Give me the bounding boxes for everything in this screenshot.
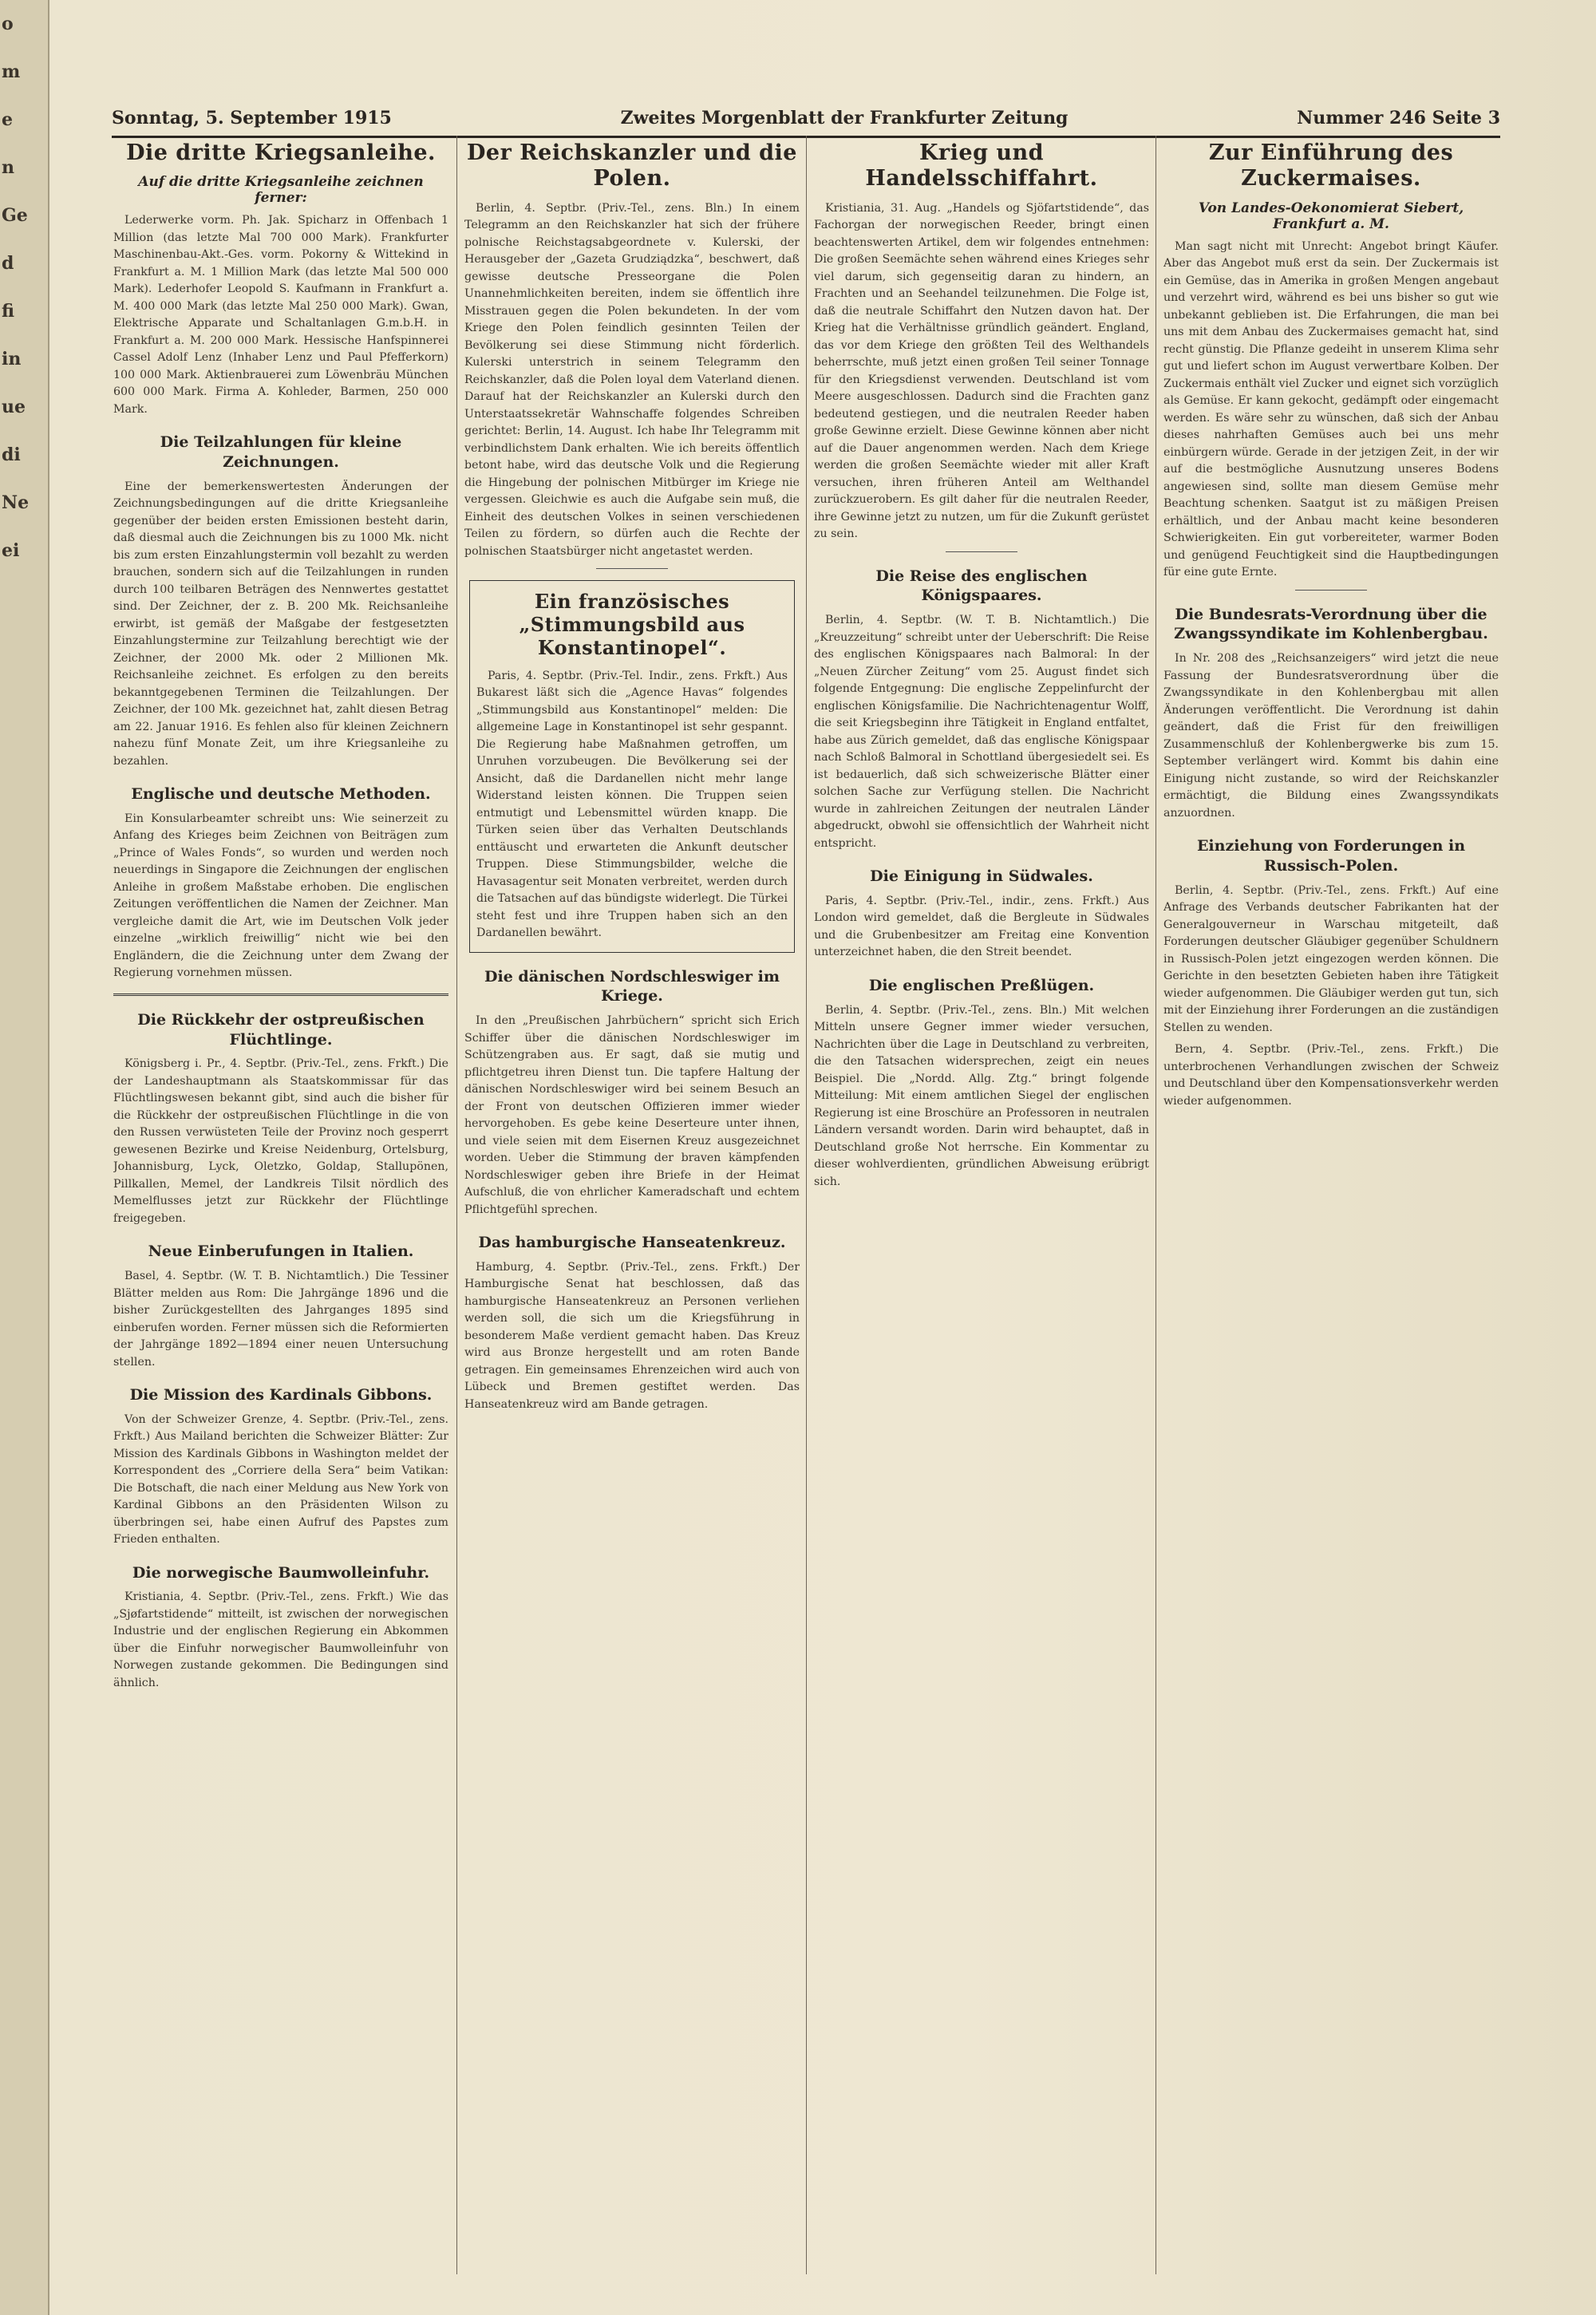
article-byline: Von Landes-Oekonomierat Siebert, Frankfurt a. M. xyxy=(1198,200,1464,232)
article-text: Eine der bemerkenswertesten Änderungen der Zeichnungsbedingungen auf die dritte Kriegsanleihe gegenüber der beiden ersten Emissionen besteht darin, daß diesmal auch die Zeichnungen bis zu 1000 Mk. nicht bis zum ersten Einzahlungstermin voll bezahlt zu werden brauchen, sondern sich auf die Teilzahlungen in runden durch 100 teilbaren Beträgen des Nennwertes gestattet sind. Der Zeichner, der z. B. 200 Mk. Reichsanleihe erwirbt, ist gemäß der Maßgabe der festgesetzten Einzahlungstermine zur Teilzahlung berechtigt wie der Zeichner, der 2000 Mk. oder 2 Millionen Mk. Reichsanleihe zeichnet. Es erfolgen zu den bereits bekanntgegebenen Terminen die Teilzahlungen. Der Zeichner, der 100 Mk. gezeichnet hat, zahlt diesen Betrag am 22. Januar 1916. Es fehlen also für kleinen Zeichnern nahezu fünf Monate Zeit, um ihre Kriegsanleihe zu bezahlen. xyxy=(113,480,448,768)
section-heading: Die dänischen Nordschleswiger im Kriege. xyxy=(484,967,780,1005)
section-heading: Das hamburgische Hanseatenkreuz. xyxy=(478,1234,786,1252)
divider xyxy=(1295,590,1367,591)
gutter-fragment: in xyxy=(2,349,22,369)
masthead xyxy=(112,102,1500,134)
section-heading: Die englischen Preßlügen. xyxy=(868,976,1095,994)
article-text: Man sagt nicht mit Unrecht: Angebot bringt Käufer. Aber das Angebot muß erst da sein. Der Zuckermais ist ein Gemüse, das in Amerika in großen Mengen angebaut und verzehrt wird, während es bei uns bisher so gut wie unbekannt geblieben ist. Die Erfahrungen, die man bei uns mit dem Anbau des Zuckermaises gemacht hat, sind recht günstig. Die Pflanze gedeiht in unserem Klima sehr gut und liefert schon im August verwertbare Kolben. Der Zuckermais enthält viel Zucker und eignet sich vorzüglich als Gemüse. Er kann gekocht, gedämpft oder eingemacht werden. Es wäre sehr zu wünschen, daß sich der Anbau dieses nahrhaften Gemüses auch bei uns mehr einbürgern würde. Gerade in der jetzigen Zeit, in der wir auf die bestmögliche Ausnutzung unseres Bodens angewiesen sind, sollte man diesem Gemüse mehr Beachtung schenken. Saatgut ist zu mäßigen Preisen erhältlich, und der Anbau macht keine besonderen Schwierigkeiten. Ein gut vorbereiteter, warmer Boden und genügend Feuchtigkeit sind die Hauptbedingungen für eine gute Ernte. xyxy=(1163,239,1499,579)
article-text: Ein Konsularbeamter schreibt uns: Wie seinerzeit zu Anfang des Krieges beim Zeichnen von Beiträgen zum „Prince of Wales Fonds“, so wurden und werden noch neuerdings in Singapore die Zeichnungen der englischen Anleihe in großem Maßstabe erhoben. Die englischen Zeitungen veröffentlichen die Namen der Zeichner. Man vergleiche damit die Art, wie im Deutschen Volk jeder einzelne „wirklich freiwillig“ nicht wie bei den Engländern, die die Zeichnung unter dem Zwang der Regierung vornehmen müssen. xyxy=(113,812,448,980)
issue-date: Sonntag, 5. September 1915 xyxy=(112,108,392,128)
article-headline: Zur Einführung des Zuckermaises. xyxy=(1208,140,1454,192)
boxed-article xyxy=(469,580,795,952)
divider xyxy=(113,994,448,996)
article-text: Berlin, 4. Septbr. (Priv.-Tel., zens. Frkft.) Auf eine Anfrage des Verbands deutscher Fabrikanten hat der Generalgouverneur in Warschau mitgeteilt, daß Forderungen deutscher Gläubiger gegenüber Schuldnern in Russisch-Polen jetzt eingezogen werden können. Die Gerichte in den besetzten Gebieten haben ihre Tätigkeit wieder aufgenommen. Die Gläubiger werden gut tun, sich mit der Einziehung ihrer Forderungen an die zuständigen Stellen zu wenden. xyxy=(1163,883,1499,1034)
gutter-fragment: o xyxy=(2,14,14,34)
article-headline: Die dritte Kriegsanleihe. xyxy=(126,140,436,165)
gutter-fragment: ue xyxy=(2,397,26,417)
article-text: Königsberg i. Pr., 4. Septbr. (Priv.-Tel., zens. Frkft.) Die der Landeshauptmann als Staatskommissar für das Flüchtlingswesen bekannt gibt, sind auch die bisher für die Rückkehr der ostpreußischen Flüchtlinge in die von den Russen verwüsteten Teile der Provinz noch gesperrt gewesenen Bezirke und Kreise Neidenburg, Ortelsburg, Johannisburg, Lyck, Oletzko, Goldap, Stallupönen, Pillkallen, Memel, der Landkreis Tilsit nördlich des Memelflusses jetzt zur Rückkehr der Flüchtlinge freigegeben. xyxy=(113,1057,448,1225)
divider xyxy=(596,568,668,569)
article-text: Basel, 4. Septbr. (W. T. B. Nichtamtlich.) Die Tessiner Blätter melden aus Rom: Die Jahrgänge 1896 und die bisher Zurückgestellten des Jahrganges 1895 sind einberufen worden. Ferner müssen sich die Reformierten der Jahrgänge 1892—1894 einer neuen Untersuchung stellen. xyxy=(113,1270,448,1369)
gutter-fragment: di xyxy=(2,444,21,465)
gutter-fragment: m xyxy=(2,61,21,82)
column-divider xyxy=(806,136,807,2274)
section-heading: Einziehung von Forderungen in Russisch-Polen. xyxy=(1196,837,1466,875)
column-3 xyxy=(814,136,1149,2274)
gutter-fragment: n xyxy=(2,157,14,178)
page-number: Nummer 246 Seite 3 xyxy=(1297,108,1500,128)
article-text: Berlin, 4. Septbr. (W. T. B. Nichtamtlich.) Die „Kreuzzeitung“ schreibt unter der Ueberschrift: Die Reise des englischen Königspaares nach Balmoral: In der „Neuen Zürcher Zeitung“ vom 25. August findet sich folgende Entgegnung: Die englische Zeppelinfurcht der englischen Königsfamilie. Die Nachrichtenagentur Wolff, die seit Kriegsbeginn ihre Tätigkeit in England entfaltet, habe aus Zürich gemeldet, daß das englische Königspaar nach Schloß Balmoral in Schottland übergesiedelt sei. Es ist bedauerlich, daß sich schweizerische Blätter einer solchen Sache zur Verfügung stellen. Die Nachricht wurde in zahlreichen Zeitungen der neutralen Länder abgedruckt, obwohl sie offensichtlich der Wahrheit nicht entspricht. xyxy=(814,614,1149,850)
adjacent-page-edge xyxy=(0,0,49,2315)
article-text: Paris, 4. Septbr. (Priv.-Tel., indir., zens. Frkft.) Aus London wird gemeldet, daß die Bergleute in Südwales und die Grubenbesitzer am Freitag eine Konvention unterzeichnet haben, die den Streit beendet. xyxy=(814,894,1149,959)
section-heading: Die Rückkehr der ostpreußischen Flüchtlinge. xyxy=(137,1010,425,1049)
article-headline: Ein französisches „Stimmungsbild aus Konstantinopel“. xyxy=(519,590,745,659)
article-headline: Krieg und Handelsschiffahrt. xyxy=(865,140,1098,192)
section-heading: Die Teilzahlungen für kleine Zeichnungen. xyxy=(160,433,402,472)
section-heading: Neue Einberufungen in Italien. xyxy=(148,1242,414,1261)
column-1 xyxy=(113,136,448,2274)
article-text: In Nr. 208 des „Reichsanzeigers“ wird jetzt die neue Fassung der Bundesratsverordnung über die Zwangssyndikate in den Kohlenbergbau mit allen Änderungen veröffentlicht. Die Verordnung ist dahin geändert, daß die Frist für den freiwilligen Zusammenschluß der Kohlenbergwerke bis zum 15. September verlängert wird. Kommt bis dahin eine Einigung nicht zustande, so wird der Reichskanzler ermächtigt, die Bildung eines Zwangssyndikats anzuordnen. xyxy=(1163,652,1499,820)
gutter-fragment: fi xyxy=(2,301,14,322)
gutter-fragment: Ge xyxy=(2,205,28,226)
section-heading: Die Einigung in Südwales. xyxy=(870,867,1093,886)
article-text: Bern, 4. Septbr. (Priv.-Tel., zens. Frkft.) Die unterbrochenen Verhandlungen zwischen der Schweiz und Deutschland über den Kompensationsverkehr werden wieder aufgenommen. xyxy=(1163,1043,1499,1108)
article-text: Kristiania, 4. Septbr. (Priv.-Tel., zens. Frkft.) Wie das „Sjøfartstidende“ mitteilt, ist zwischen der norwegischen Industrie und der englischen Regierung ein Abkommen über die Einfuhr norwegischer Baumwolleinfuhr von Norwegen zustande gekommen. Die Bedingungen sind ähnlich. xyxy=(113,1590,448,1689)
article-text: In den „Preußischen Jahrbüchern“ spricht sich Erich Schiffer über die dänischen Nordschleswiger im Schützengraben aus. Er sagt, daß sie mutig und pflichtgetreu ihren Dienst tun. Die tapfere Haltung der dänischen Nordschleswiger wird bei seinem Besuch an der Front von deutschen Offizieren immer wieder hervorgehoben. Es gebe keine Deserteure unter ihnen, und viele seien mit dem Eisernen Kreuz ausgezeichnet worden. Ueber die Stimmung der braven kämpfenden Nordschleswiger geben ihre Briefe in der Heimat Aufschluß, die von ehrlicher Kameradschaft und echtem Pflichtgefühl sprechen. xyxy=(464,1014,800,1216)
article-text: Lederwerke vorm. Ph. Jak. Spicharz in Offenbach 1 Million (das letzte Mal 700 000 Mark). Frankfurter Maschinenbau-Akt.-Ges. vorm. Pokorny & Wittekind in Frankfurt a. M. 1 Million Mark (das letzte Mal 500 000 Mark). Lederhofer Leopold S. Kaufmann in Frankfurt a. M. 400 000 Mark (das letzte Mal 250 000 Mark). Gwan, Elektrische Apparate und Schaltanlagen G.m.b.H. in Frankfurt a. M. 200 000 Mark. Hessische Hanfspinnerei Cassel Adolf Lenz (Inhaber Lenz und Paul Pfefferkorn) 100 000 Mark. Aktienbrauerei zum Löwenbräu München 600 000 Mark. Firma A. Kohleder, Barmen, 250 000 Mark. xyxy=(113,214,448,416)
section-heading: Die Bundesrats-Verordnung über die Zwangssyndikate im Kohlenbergbau. xyxy=(1174,605,1488,643)
column-2 xyxy=(464,136,800,2274)
section-heading: Die Reise des englischen Königspaares. xyxy=(875,567,1088,605)
section-heading: Die Mission des Kardinals Gibbons. xyxy=(129,1386,433,1404)
article-text: Hamburg, 4. Septbr. (Priv.-Tel., zens. Frkft.) Der Hamburgische Senat hat beschlossen, daß das hamburgische Hanseatenkreuz an Personen verliehen werden soll, die sich um die Kriegsführung in besonderem Maße verdient gemacht haben. Das Kreuz wird aus Bronze hergestellt und am roten Bande getragen. Ein gemeinsames Ehrenzeichen wird auch von Lübeck und Bremen gestiftet werden. Das Hanseatenkreuz wird am Bande getragen. xyxy=(464,1260,800,1411)
gutter-fragment: d xyxy=(2,253,14,274)
article-text: Paris, 4. Septbr. (Priv.-Tel. Indir., zens. Frkft.) Aus Bukarest läßt sich die „Agence Havas“ folgendes „Stimmungsbild aus Konstantinopel“ melden: Die allgemeine Lage in Konstantinopel ist sehr gespannt. Die Regierung habe Maßnahmen getroffen, um Unruhen vorzubeugen. Die Bevölkerung sei der Ansicht, daß die Dardanellen nicht mehr lange Widerstand leisten können. Die Truppen seien entmutigt und Lebensmittel würden knapp. Die Türken seien über das Verhalten Deutschlands enttäuscht und erwarteten die Ankunft deutscher Truppen. Diese Stimmungsbilder, welche die Havasagentur seit Monaten verbreitet, werden durch die Tatsachen auf das bündigste widerlegt. Die Türkei steht fest und ihre Truppen haben sich an den Dardanellen bewährt. xyxy=(476,669,788,940)
gutter-fragment: e xyxy=(2,109,13,130)
article-lead: Auf die dritte Kriegsanleihe zeichnen ferner: xyxy=(138,174,424,207)
article-text: Kristiania, 31. Aug. „Handels og Sjöfartstidende“, das Fachorgan der norwegischen Reeder, bringt einen beachtenswerten Artikel, dem wir folgendes entnehmen: Die großen Seemächte sehen während eines Krieges sehr viel darum, sich gegenseitig daran zu hindern, an Frachten und an Seehandel teilzunehmen. Die Folge ist, daß die neutrale Schiffahrt den Nutzen davon hat. Der Krieg hat die Verhältnisse gründlich geändert. England, das vor dem Kriege den größten Teil des Welthandels beherrschte, muß jetzt einen großen Teil seiner Tonnage für den Kriegsdienst verwenden. Deutschland ist vom Meere ausgeschlossen. Dadurch sind die Frachten ganz bedeutend gestiegen, und die neutralen Reeder haben große Gewinne erzielt. Diese Gewinne können aber nicht auf die Dauer angenommen werden. Nach dem Kriege werden die großen Seemächte wieder mit aller Kraft versuchen, ihren früheren Anteil am Welthandel zurückzuerobern. Es gilt daher für die neutralen Reeder, ihre Gewinne jetzt zu nutzen, um für die Zukunft gerüstet zu sein. xyxy=(814,201,1149,541)
section-heading: Die norwegische Baumwolleinfuhr. xyxy=(132,1563,430,1582)
gutter-fragment: Ne xyxy=(2,492,30,513)
article-headline: Der Reichskanzler und die Polen. xyxy=(467,140,797,192)
edition-title: Zweites Morgenblatt der Frankfurter Zeitung xyxy=(620,108,1069,128)
divider xyxy=(946,551,1017,552)
column-4 xyxy=(1163,136,1499,2274)
article-text: Von der Schweizer Grenze, 4. Septbr. (Priv.-Tel., zens. Frkft.) Aus Mailand berichten die Schweizer Blätter: Zur Mission des Kardinals Gibbons in Washington meldet der Korrespondent des „Corriere della Sera“ beim Vatikan: Die Botschaft, die nach einer Meldung aus New York von Kardinal Gibbons an den Präsidenten Wilson zu überbringen sei, habe einen Aufruf des Papstes zum Frieden enthalten. xyxy=(113,1412,448,1547)
gutter-fragment: ei xyxy=(2,540,20,561)
article-text: Berlin, 4. Septbr. (Priv.-Tel., zens. Bln.) Mit welchen Mitteln unsere Gegner immer wieder versuchen, Nachrichten über die Lage in Deutschland zu verbreiten, die den Tatsachen widersprechen, zeigt ein neues Beispiel. Die „Nordd. Allg. Ztg.“ bringt folgende Mitteilung: Mit einem amtlichen Siegel der englischen Regierung ist eine Broschüre an Professoren in neutralen Ländern versandt worden. Darin wird behauptet, daß in Deutschland große Not herrsche. Ein Kommentar zu dieser wohlverdienten, gründlichen Abweisung erübrigt sich. xyxy=(814,1003,1149,1188)
column-divider xyxy=(456,136,457,2274)
article-text: Berlin, 4. Septbr. (Priv.-Tel., zens. Bln.) In einem Telegramm an den Reichskanzler hat sich der frühere polnische Reichstagsabgeordnete v. Kulerski, der Herausgeber der „Gazeta Grudziądzka“, beschwert, daß gewisse deutsche Presseorgane die Polen Unannehmlichkeiten bereiten, indem sie öffentlich ihre Misstrauen gegen die Polen bekundeten. In der vom Kriege den Polen feindlich gesinnten Teilen der Bevölkerung sei diese Stimmung nicht förderlich. Kulerski unterstrich in seinem Telegramm den Reichskanzler, daß die Polen loyal dem Vaterland dienen. Darauf hat der Reichskanzler an Kulerski durch den Unterstaatssekretär Wahnschaffe folgendes Schreiben gerichtet: Berlin, 14. August. Ich habe Ihr Telegramm mit verbindlichstem Dank erhalten. Wie ich bereits öffentlich betont habe, wird das deutsche Volk und die Regierung die Hingebung der polnischen Mitbürger im Kriege nie vergessen. Gleichwie es auch die Aufgabe sein muß, die Einheit des deutschen Volkes in seinen verschiedenen Teilen zu fördern, so dürfen auch die Rechte der polnischen Staatsbürger nicht angetastet werden. xyxy=(464,201,800,558)
section-heading: Englische und deutsche Methoden. xyxy=(131,785,431,804)
